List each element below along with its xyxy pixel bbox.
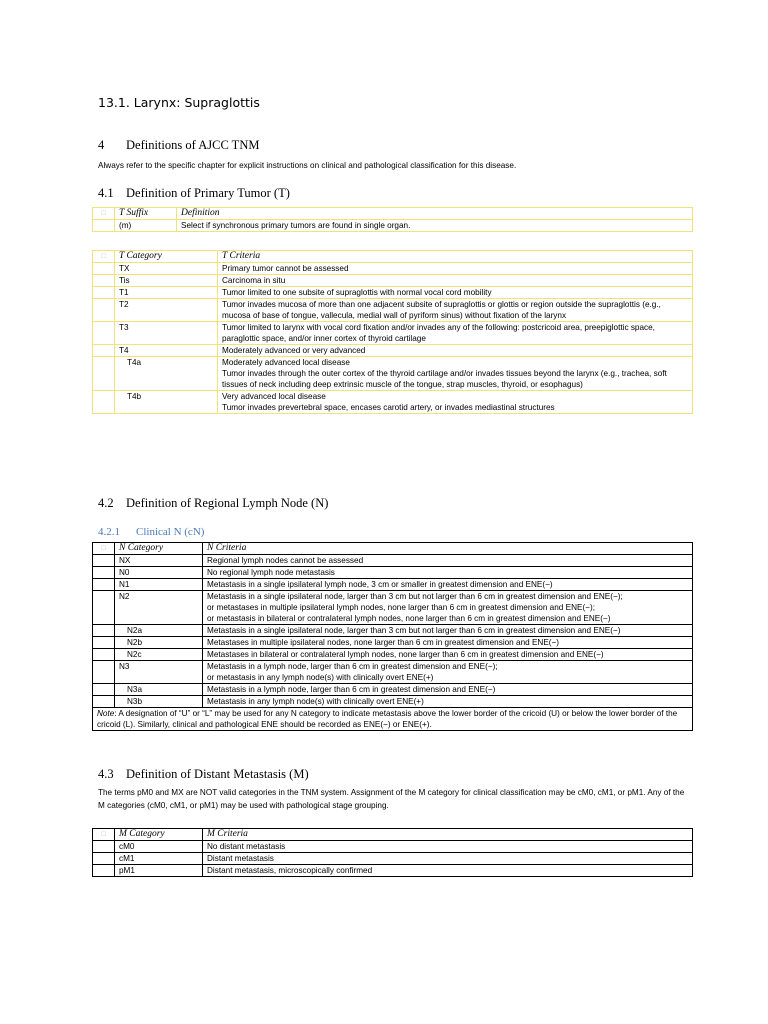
t-suffix-table xyxy=(92,207,693,232)
t-category-table xyxy=(92,250,693,414)
row-spacer xyxy=(93,649,115,661)
category-cell: cM0 xyxy=(115,841,203,853)
table-row xyxy=(93,263,693,275)
criteria-cell: Metastasis in a lymph node, larger than 6 cm in greatest dimension and ENE(−); or metastasis in any lymph node(s) with clinically overt ENE(+) xyxy=(203,661,693,684)
table-row xyxy=(93,391,693,414)
table-row xyxy=(93,637,693,649)
category-cell: N2a xyxy=(115,625,203,637)
note-label: Note xyxy=(97,709,115,718)
criteria-cell: Carcinoma in situ xyxy=(218,275,693,287)
table-row xyxy=(93,567,693,579)
table-header-row xyxy=(93,543,693,555)
table-row xyxy=(93,649,693,661)
row-spacer xyxy=(93,637,115,649)
m-intro-paragraph: The terms pM0 and MX are NOT valid categories in the TNM system. Assignment of the M category for clinical classification may be cM0, cM1, or pM1. Any of the M categories (cM0, cM1, or pM1) may be used with pathological stage grouping. xyxy=(98,788,685,810)
category-cell: N0 xyxy=(115,567,203,579)
row-spacer xyxy=(93,299,115,322)
category-cell: N3a xyxy=(115,684,203,696)
column-header: M Criteria xyxy=(203,829,693,841)
category-cell: N2c xyxy=(115,649,203,661)
table-row xyxy=(93,275,693,287)
intro-paragraph: Always refer to the specific chapter for explicit instructions on clinical and pathological classification for this disease. xyxy=(98,161,517,170)
n-category-table xyxy=(92,542,693,731)
criteria-cell: Metastasis in a single ipsilateral node, larger than 3 cm but not larger than 6 cm in greatest dimension and ENE(−) xyxy=(203,625,693,637)
section-number: 4 xyxy=(98,138,105,152)
row-spacer xyxy=(93,322,115,345)
criteria-cell: Metastasis in a lymph node, larger than 6 cm in greatest dimension and ENE(−) xyxy=(203,684,693,696)
section-number: 4.2 xyxy=(98,496,114,510)
row-spacer xyxy=(93,391,115,414)
row-spacer xyxy=(93,287,115,299)
category-cell: N2b xyxy=(115,637,203,649)
note-text: : A designation of “U” or “L” may be used for any N category to indicate metastasis above the lower border of the cricoid (U) or below the lower border of the cricoid (L). Similarly, clinical and pathological ENE should be recorded as ENE(−) or ENE(+). xyxy=(97,709,678,729)
table-note-row xyxy=(93,708,693,731)
criteria-cell: No regional lymph node metastasis xyxy=(203,567,693,579)
category-cell: T2 xyxy=(115,299,218,322)
section-4-1-heading xyxy=(98,186,290,201)
row-spacer xyxy=(93,263,115,275)
column-header: N Criteria xyxy=(203,543,693,555)
criteria-cell: No distant metastasis xyxy=(203,841,693,853)
criteria-cell: Tumor limited to one subsite of supraglottis with normal vocal cord mobility xyxy=(218,287,693,299)
section-number: 4.1 xyxy=(98,186,114,200)
checkbox-icon: □ xyxy=(93,829,115,841)
category-cell: N3b xyxy=(115,696,203,708)
category-cell: T4a xyxy=(115,357,218,391)
row-spacer xyxy=(93,345,115,357)
table-row xyxy=(93,841,693,853)
criteria-cell: Metastases in bilateral or contralateral lymph nodes, none larger than 6 cm in greatest dimension and ENE(−) xyxy=(203,649,693,661)
table-row xyxy=(93,853,693,865)
row-spacer xyxy=(93,591,115,625)
criteria-cell: Regional lymph nodes cannot be assessed xyxy=(203,555,693,567)
criteria-cell: Metastasis in any lymph node(s) with clinically overt ENE(+) xyxy=(203,696,693,708)
table-row xyxy=(93,661,693,684)
page-title: 13.1. Larynx: Supraglottis xyxy=(98,95,260,110)
row-spacer xyxy=(93,841,115,853)
category-cell: N1 xyxy=(115,579,203,591)
column-header: N Category xyxy=(115,543,203,555)
criteria-cell: Moderately advanced local disease Tumor invades through the outer cortex of the thyroid cartilage and/or invades tissues beyond the larynx (e.g., trachea, soft tissues of neck including deep extrinsic muscle of the tongue, strap muscles, thyroid, or esophagus) xyxy=(218,357,693,391)
row-spacer xyxy=(93,567,115,579)
table-note xyxy=(93,708,693,731)
row-spacer xyxy=(93,684,115,696)
row-spacer xyxy=(93,357,115,391)
criteria-cell: Metastasis in a single ipsilateral lymph node, 3 cm or smaller in greatest dimension and ENE(−) xyxy=(203,579,693,591)
section-number: 4.3 xyxy=(98,767,114,781)
table-header-row xyxy=(93,829,693,841)
table-header-row xyxy=(93,208,693,220)
category-cell: pM1 xyxy=(115,865,203,877)
category-cell: Tis xyxy=(115,275,218,287)
category-cell: TX xyxy=(115,263,218,275)
row-spacer xyxy=(93,661,115,684)
section-number: 4.2.1 xyxy=(98,526,120,538)
suffix-cell: (m) xyxy=(115,220,177,232)
definition-cell: Select if synchronous primary tumors are found in single organ. xyxy=(177,220,693,232)
checkbox-icon: □ xyxy=(93,251,115,263)
table-row xyxy=(93,865,693,877)
category-cell: T4b xyxy=(115,391,218,414)
table-row xyxy=(93,696,693,708)
table-row xyxy=(93,287,693,299)
row-spacer xyxy=(93,696,115,708)
category-cell: T3 xyxy=(115,322,218,345)
row-spacer xyxy=(93,625,115,637)
criteria-cell: Very advanced local disease Tumor invades prevertebral space, encases carotid artery, or invades mediastinal structures xyxy=(218,391,693,414)
table-header-row xyxy=(93,251,693,263)
column-header: M Category xyxy=(115,829,203,841)
criteria-cell: Tumor invades mucosa of more than one adjacent subsite of supraglottis or glottis or region outside the supraglottis (e.g., mucosa of base of tongue, vallecula, medial wall of pyriform sinus) without fixation of the larynx xyxy=(218,299,693,322)
table-row xyxy=(93,579,693,591)
section-title: Definition of Primary Tumor (T) xyxy=(126,186,290,200)
row-spacer xyxy=(93,865,115,877)
row-spacer xyxy=(93,555,115,567)
m-category-table xyxy=(92,828,693,877)
section-4-2-heading xyxy=(98,496,328,511)
table-row xyxy=(93,357,693,391)
column-header: T Suffix xyxy=(115,208,177,220)
table-row xyxy=(93,684,693,696)
table-row xyxy=(93,345,693,357)
category-cell: NX xyxy=(115,555,203,567)
category-cell: N2 xyxy=(115,591,203,625)
checkbox-icon: □ xyxy=(93,543,115,555)
section-4-3-heading xyxy=(98,767,309,782)
criteria-cell: Metastasis in a single ipsilateral node, larger than 3 cm but not larger than 6 cm in greatest dimension and ENE(−); or metastases in multiple ipsilateral lymph nodes, none larger than 6 cm in greatest dimension and ENE(−); or metastasis in bilateral or contralateral lymph nodes, none larger than 6 cm in greatest dimension and ENE(−) xyxy=(203,591,693,625)
section-title: Clinical N (cN) xyxy=(136,526,205,538)
criteria-cell: Distant metastasis xyxy=(203,853,693,865)
category-cell: N3 xyxy=(115,661,203,684)
checkbox-icon xyxy=(93,220,115,232)
category-cell: cM1 xyxy=(115,853,203,865)
table-row xyxy=(93,625,693,637)
table-row xyxy=(93,299,693,322)
row-spacer xyxy=(93,579,115,591)
section-title: Definition of Distant Metastasis (M) xyxy=(126,767,309,781)
table-row xyxy=(93,322,693,345)
section-4-heading xyxy=(98,138,259,153)
section-title: Definitions of AJCC TNM xyxy=(126,138,260,152)
table-row xyxy=(93,591,693,625)
criteria-cell: Primary tumor cannot be assessed xyxy=(218,263,693,275)
checkbox-icon: □ xyxy=(93,208,115,220)
column-header: Definition xyxy=(177,208,693,220)
row-spacer xyxy=(93,853,115,865)
criteria-cell: Metastases in multiple ipsilateral nodes, none larger than 6 cm in greatest dimension and ENE(−) xyxy=(203,637,693,649)
column-header: T Criteria xyxy=(218,251,693,263)
criteria-cell: Tumor limited to larynx with vocal cord fixation and/or invades any of the following: postcricoid area, preepiglottic space, paraglottic space, and/or inner cortex of thyroid cartilage xyxy=(218,322,693,345)
criteria-cell: Moderately advanced or very advanced xyxy=(218,345,693,357)
category-cell: T1 xyxy=(115,287,218,299)
table-row xyxy=(93,220,693,232)
column-header: T Category xyxy=(115,251,218,263)
category-cell: T4 xyxy=(115,345,218,357)
section-4-2-1-heading xyxy=(98,526,204,538)
table-row xyxy=(93,555,693,567)
criteria-cell: Distant metastasis, microscopically confirmed xyxy=(203,865,693,877)
section-title: Definition of Regional Lymph Node (N) xyxy=(126,496,329,510)
row-spacer xyxy=(93,275,115,287)
